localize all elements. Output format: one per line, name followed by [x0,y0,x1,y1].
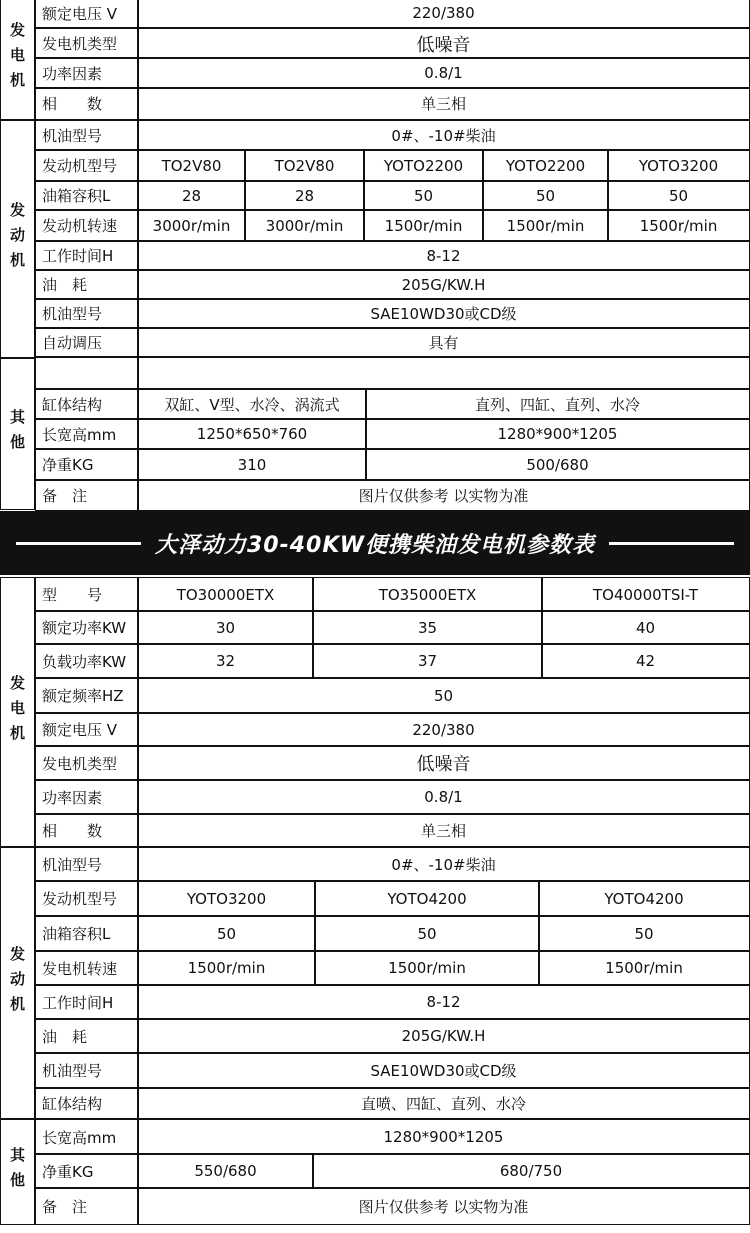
row-label: 相 数 [35,813,139,847]
banner-rule-right [609,542,734,545]
row-value: YOTO4200 [538,880,750,917]
row-value: 单三相 [137,87,750,120]
row-value: 图片仅供参考 以实物为准 [137,479,750,511]
row-value: 50 [482,180,609,211]
row-model [0,577,750,612]
group-other-bottom: 其他 [0,1119,35,1225]
row-label: 长宽高mm [35,418,139,450]
row-speed [0,209,750,242]
row-label: 相 数 [35,87,139,120]
row-label: 机油型号 [35,1052,139,1089]
row-phase-b [0,813,750,847]
row-cylinder-b [0,1087,750,1119]
row-label: 自动调压 [35,327,139,358]
row-label: 机油型号 [35,120,139,151]
row-weight [0,448,750,481]
row-weight-b [0,1153,750,1189]
row-gen-type-b [0,745,750,781]
row-label: 机油型号 [35,298,139,329]
row-label: 备 注 [35,1187,139,1225]
group-engine-top: 发动机 [0,120,35,358]
section-banner [0,511,750,575]
banner-rule-left [16,542,141,545]
row-power-factor-b [0,779,750,815]
row-value-blank [137,356,750,390]
row-remark-b [0,1187,750,1225]
group-other-top: 其他 [0,358,35,510]
row-oil-model [0,120,750,151]
row-work-time [0,240,750,271]
row-value: 1500r/min [607,209,750,242]
group-generator-top: 发电机 [0,0,35,120]
row-oil-model-b [0,847,750,882]
row-label: 备 注 [35,479,139,511]
row-label: 长宽高mm [35,1119,139,1155]
row-value: 50 [538,915,750,952]
row-value: 1280*900*1205 [365,418,750,450]
row-value: 1500r/min [363,209,484,242]
row-value: 680/750 [312,1153,750,1189]
row-value: 205G/KW.H [137,1018,750,1054]
row-value: 3000r/min [137,209,246,242]
row-engine-model [0,149,750,182]
row-label: 发动机转速 [35,209,139,242]
row-value: 42 [541,643,750,679]
row-value: SAE10WD30或CD级 [137,298,750,329]
row-label: 发电机转速 [35,950,139,986]
row-label: 油箱容积L [35,915,139,952]
row-value: 双缸、V型、水冷、涡流式 [137,388,367,420]
row-value: 1500r/min [538,950,750,986]
row-label: 额定频率HZ [35,677,139,714]
row-value: 30 [137,610,314,645]
row-consumption-b [0,1018,750,1054]
row-value: 32 [137,643,314,679]
row-value: YOTO2200 [363,149,484,182]
row-value: 28 [244,180,365,211]
group-engine-bottom: 发动机 [0,847,35,1119]
row-value: 低噪音 [137,745,750,781]
row-engine-model-b [0,880,750,917]
row-value: 1500r/min [482,209,609,242]
row-value: TO35000ETX [312,577,543,612]
row-label: 净重KG [35,1153,139,1189]
row-value: 50 [137,915,316,952]
row-label: 负载功率KW [35,643,139,679]
row-gen-type [0,28,750,59]
row-dimensions-b [0,1119,750,1155]
row-value: 50 [363,180,484,211]
row-value: YOTO3200 [607,149,750,182]
row-value: 1500r/min [314,950,540,986]
row-label: 油 耗 [35,1018,139,1054]
row-label: 工作时间H [35,240,139,271]
row-value: 0#、-10#柴油 [137,120,750,151]
row-tank [0,180,750,211]
row-value: 8-12 [137,984,750,1020]
row-value: 直喷、四缸、直列、水冷 [137,1087,750,1119]
row-work-time-b [0,984,750,1020]
row-value: 低噪音 [137,28,750,59]
row-label: 发电机类型 [35,28,139,59]
row-value: 1500r/min [137,950,316,986]
row-value: 550/680 [137,1153,314,1189]
row-rated-power [0,610,750,645]
row-value: 直列、四缸、直列、水冷 [365,388,750,420]
row-lube-oil [0,298,750,329]
row-value: SAE10WD30或CD级 [137,1052,750,1089]
row-label: 额定电压 V [35,0,139,28]
row-value: 37 [312,643,543,679]
row-value: 50 [314,915,540,952]
row-label: 发动机型号 [35,880,139,917]
row-label-blank [35,356,139,390]
row-value: 50 [137,677,750,714]
row-label: 功率因素 [35,57,139,89]
row-dimensions [0,418,750,450]
row-label: 机油型号 [35,847,139,882]
row-value: TO2V80 [244,149,365,182]
row-value: 220/380 [137,712,750,747]
row-label: 发电机类型 [35,745,139,781]
row-voltage [0,0,750,28]
row-value: 1280*900*1205 [137,1119,750,1155]
row-value: YOTO2200 [482,149,609,182]
row-value: 500/680 [365,448,750,481]
row-avr [0,327,750,358]
banner-title: 大泽动力30-40KW便携柴油发电机参数表 [154,532,596,558]
row-value: 0#、-10#柴油 [137,847,750,882]
row-value: 具有 [137,327,750,358]
row-tank-b [0,915,750,952]
row-label: 油 耗 [35,269,139,300]
row-remark [0,479,750,511]
row-value: 40 [541,610,750,645]
row-value: 205G/KW.H [137,269,750,300]
row-consumption [0,269,750,300]
row-label: 工作时间H [35,984,139,1020]
row-value: 8-12 [137,240,750,271]
row-label: 额定功率KW [35,610,139,645]
row-value: TO30000ETX [137,577,314,612]
row-power-factor [0,57,750,89]
row-voltage-b [0,712,750,747]
row-value: 图片仅供参考 以实物为准 [137,1187,750,1225]
row-lube-oil-b [0,1052,750,1089]
row-blank [0,356,750,390]
row-load-power [0,643,750,679]
row-value: TO2V80 [137,149,246,182]
row-label: 发动机型号 [35,149,139,182]
row-cylinder [0,388,750,420]
row-value: 35 [312,610,543,645]
row-speed-b [0,950,750,986]
row-value: 3000r/min [244,209,365,242]
row-value: 310 [137,448,367,481]
group-generator-bottom: 发电机 [0,577,35,847]
row-frequency [0,677,750,714]
row-label: 缸体结构 [35,1087,139,1119]
row-label: 功率因素 [35,779,139,815]
row-phase [0,87,750,120]
row-label: 型 号 [35,577,139,612]
row-label: 缸体结构 [35,388,139,420]
row-value: 28 [137,180,246,211]
row-value: 0.8/1 [137,57,750,89]
row-value: TO40000TSI-T [541,577,750,612]
row-value: 220/380 [137,0,750,28]
row-value: 50 [607,180,750,211]
row-value: YOTO4200 [314,880,540,917]
row-value: 单三相 [137,813,750,847]
row-value: YOTO3200 [137,880,316,917]
row-value: 1250*650*760 [137,418,367,450]
row-label: 油箱容积L [35,180,139,211]
row-label: 净重KG [35,448,139,481]
row-value: 0.8/1 [137,779,750,815]
row-label: 额定电压 V [35,712,139,747]
